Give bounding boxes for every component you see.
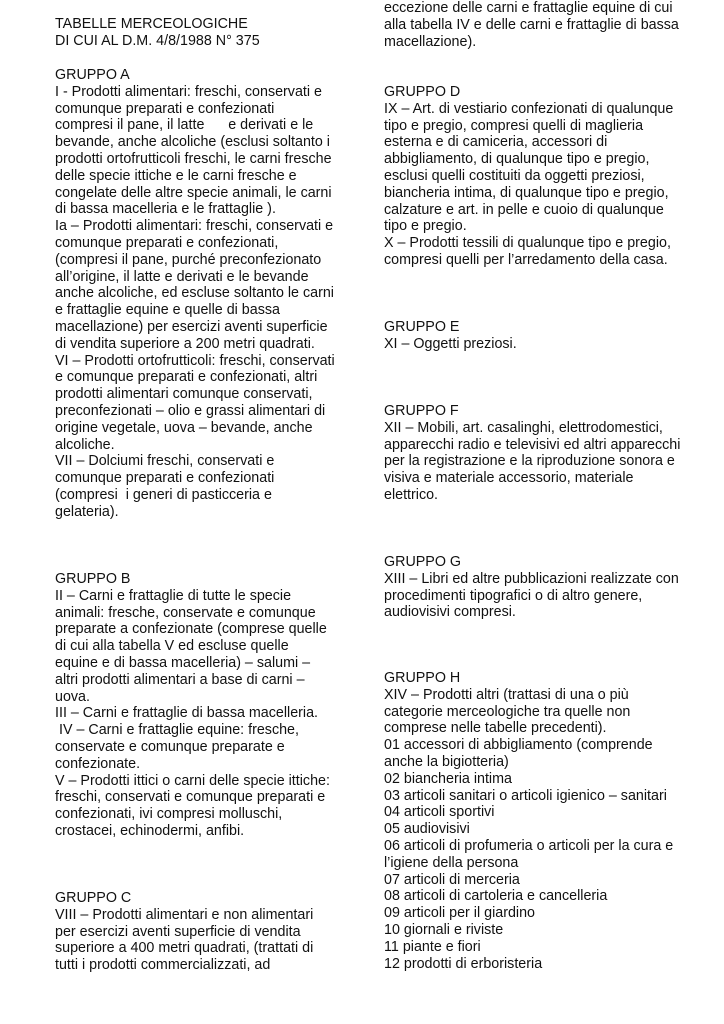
text-line: di bassa macelleria e le frattaglie ). <box>55 201 276 218</box>
text-block <box>384 670 673 972</box>
text-block <box>384 554 679 621</box>
text-line: VII – Dolciumi freschi, conservati e <box>55 453 275 470</box>
text-line: alla tabella IV e delle carni e frattaglie di bassa <box>384 16 679 33</box>
section-heading: GRUPPO C <box>55 890 132 906</box>
text-line: IV – Carni e frattaglie equine: fresche, <box>55 722 299 739</box>
text-line: gelateria). <box>55 503 119 520</box>
text-line: X – Prodotti tessili di qualunque tipo e pregio, <box>384 235 671 252</box>
text-line: DI CUI AL D.M. 4/8/1988 N° 375 <box>55 32 260 49</box>
text-line: 08 articoli di cartoleria e cancelleria <box>384 888 608 905</box>
section-heading: GRUPPO D <box>384 84 461 100</box>
text-line: di cui alla tabella V ed escluse quelle <box>55 638 289 655</box>
text-line: III – Carni e frattaglie di bassa macelleria. <box>55 705 319 722</box>
text-line: confezionati, ivi compresi molluschi, <box>55 806 283 823</box>
text-line: XIII – Libri ed altre pubblicazioni realizzate con <box>384 570 679 587</box>
text-line: all’origine, il latte e derivati e le bevande <box>55 268 309 285</box>
text-line: altri prodotti alimentari a base di carni – <box>55 671 305 688</box>
text-line: compresi quelli per l’arredamento della casa. <box>384 251 668 268</box>
text-line: anche la bigiotteria) <box>384 753 509 770</box>
text-line: procedimenti tipografici o di altro genere, <box>384 587 643 604</box>
text-line: 12 prodotti di erboristeria <box>384 955 543 972</box>
text-line: comunque preparati e confezionati, <box>55 234 279 251</box>
text-line: comunque preparati e confezionati <box>55 470 275 487</box>
text-line: XIV – Prodotti altri (trattasi di una o più <box>384 686 629 703</box>
text-line: congelate delle altre specie animali, le carni <box>55 184 332 201</box>
text-line: calzature e art. in pelle e cuoio di qualunque <box>384 201 664 218</box>
section-heading: TABELLE MERCEOLOGICHE <box>55 16 248 32</box>
text-line: eccezione delle carni e frattaglie equine di cui <box>384 0 673 16</box>
text-line: per la registrazione e la riproduzione sonora e <box>384 453 675 470</box>
text-line: 03 articoli sanitari o articoli igienico – sanitari <box>384 787 667 804</box>
text-line: compresi il pane, il latte e derivati e le <box>55 117 314 134</box>
text-block <box>55 571 330 840</box>
text-line: preparate a confezionate (comprese quelle <box>55 621 327 638</box>
text-line: tipo e pregio. <box>384 218 467 235</box>
text-line: 11 piante e fiori <box>384 938 481 955</box>
text-line: 04 articoli sportivi <box>384 804 495 821</box>
text-line: (compresi i generi di pasticceria e <box>55 486 272 503</box>
section-heading: GRUPPO E <box>384 319 460 335</box>
text-line: categorie merceologiche tra quelle non <box>384 703 631 720</box>
text-line: per esercizi aventi superficie di vendita <box>55 923 301 940</box>
text-line: 06 articoli di profumeria o articoli per la cura e <box>384 837 674 854</box>
text-line: XII – Mobili, art. casalinghi, elettrodomestici, <box>384 419 663 436</box>
text-block <box>55 16 260 50</box>
text-line: tutti i prodotti commercializzati, ad <box>55 957 271 974</box>
text-line: superiore a 400 metri quadrati, (trattati di <box>55 940 314 957</box>
text-line: 01 accessori di abbigliamento (comprende <box>384 737 653 754</box>
text-block <box>384 84 673 269</box>
text-line: animali: fresche, conservate e comunque <box>55 604 316 621</box>
text-line: prodotti ortofrutticoli freschi, le carni fresche <box>55 150 332 167</box>
text-block <box>384 0 679 50</box>
text-line: visiva e materiale accessorio, materiale <box>384 470 634 487</box>
section-heading: GRUPPO H <box>384 670 461 686</box>
text-line: tipo e pregio, compresi quelli di maglieria <box>384 117 644 134</box>
text-line: crostacei, echinodermi, anfibi. <box>55 822 245 839</box>
text-block <box>55 890 313 974</box>
text-block <box>384 403 680 504</box>
text-line: l’igiene della persona <box>384 854 519 871</box>
section-heading: GRUPPO F <box>384 403 459 419</box>
text-line: e frattaglie equine e quelle di bassa <box>55 302 280 319</box>
text-line: comprese nelle tabelle precedenti). <box>384 720 607 737</box>
text-line: audiovisivi compresi. <box>384 604 516 621</box>
text-line: apparecchi radio e televisivi ed altri apparecchi <box>384 436 681 453</box>
text-line: freschi, conservati e comunque preparati e <box>55 789 326 806</box>
text-line: origine vegetale, uova – bevande, anche <box>55 419 313 436</box>
text-line: prodotti alimentari comunque conservati, <box>55 386 313 403</box>
text-line: 02 biancheria intima <box>384 770 512 787</box>
text-line: elettrico. <box>384 486 439 503</box>
text-line: alcoliche. <box>55 436 115 453</box>
text-line: confezionate. <box>55 755 141 772</box>
text-line: VIII – Prodotti alimentari e non alimentari <box>55 906 314 923</box>
section-heading: GRUPPO B <box>55 571 131 587</box>
text-line: anche alcoliche, ed escluse soltanto le carni <box>55 285 334 302</box>
text-line: uova. <box>55 688 90 705</box>
text-line: e comunque preparati e confezionati, altri <box>55 369 318 386</box>
text-line: macellazione) per esercizi aventi superficie <box>55 318 328 335</box>
text-line: equine e di bassa macelleria) – salumi – <box>55 654 311 671</box>
text-line: II – Carni e frattaglie di tutte le specie <box>55 587 292 604</box>
text-line: preconfezionati – olio e grassi alimentari di <box>55 402 326 419</box>
text-line: 07 articoli di merceria <box>384 871 520 888</box>
text-line: conservate e comunque preparate e <box>55 738 285 755</box>
text-line: Ia – Prodotti alimentari: freschi, conservati e <box>55 218 334 235</box>
text-line: delle specie ittiche e le carni fresche e <box>55 167 297 184</box>
text-line: abbigliamento, di qualunque tipo e pregio, <box>384 151 650 168</box>
text-line: 09 articoli per il giardino <box>384 905 535 922</box>
text-line: VI – Prodotti ortofrutticoli: freschi, conservati <box>55 352 335 369</box>
text-line: 05 audiovisivi <box>384 821 470 838</box>
text-line: V – Prodotti ittici o carni delle specie ittiche: <box>55 772 330 789</box>
text-line: XI – Oggetti preziosi. <box>384 335 517 352</box>
section-heading: GRUPPO G <box>384 554 462 570</box>
text-line: macellazione). <box>384 33 477 50</box>
text-line: esterna e di camiceria, accessori di <box>384 134 608 151</box>
text-line: comunque preparati e confezionati <box>55 100 275 117</box>
text-block <box>384 319 517 353</box>
text-line: di vendita superiore a 200 metri quadrati. <box>55 335 315 352</box>
section-heading: GRUPPO A <box>55 67 130 83</box>
text-line: esclusi quelli costituiti da oggetti preziosi, <box>384 167 645 184</box>
text-line: I - Prodotti alimentari: freschi, conservati e <box>55 83 322 100</box>
text-line: (compresi il pane, purché preconfezionato <box>55 251 322 268</box>
text-line: IX – Art. di vestiario confezionati di qualunque <box>384 100 674 117</box>
text-line: 10 giornali e riviste <box>384 921 504 938</box>
text-line: bevande, anche alcoliche (esclusi soltanto i <box>55 134 330 151</box>
text-block <box>55 67 335 521</box>
text-line: biancheria intima, di qualunque tipo e pregio, <box>384 184 669 201</box>
